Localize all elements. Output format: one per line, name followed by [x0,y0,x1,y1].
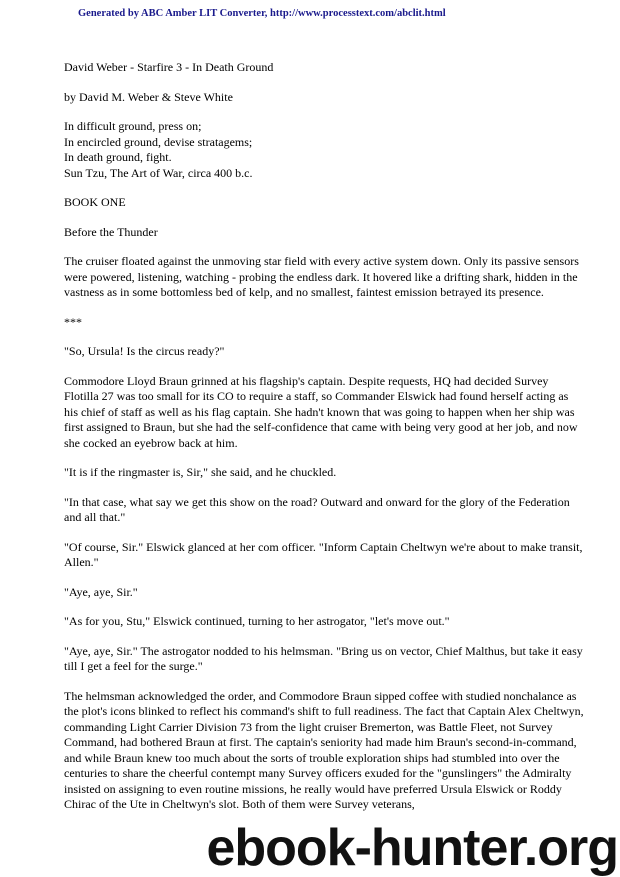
epigraph-line: In encircled ground, devise stratagems; [64,134,253,149]
paragraph: "So, Ursula! Is the circus ready?" [64,344,225,358]
epigraph [64,119,584,181]
book-heading: BOOK ONE [64,195,126,209]
paragraph: "It is if the ringmaster is, Sir," she said, and he chuckled. [64,465,337,479]
paragraph: Commodore Lloyd Braun grinned at his flagship's captain. Despite requests, HQ had decided Survey Flotilla 27 was too small for its CO to require a staff, so Commander Elswick had found herself acting as his chief of staff as well as his flag captain. She hadn't known that was going to happen when her ship was first assigned to Braun, but she had the self-confidence that came with being very good at her job, and now she cocked an eyebrow back at him. [64,373,578,450]
scene-break: *** [64,314,82,329]
watermark [0,820,620,877]
part-heading: Before the Thunder [64,224,158,239]
paragraph: The cruiser floated against the unmoving star field with every active system down. Only its passive sensors were powered, listening, watching - probing the endless dark. It hovered like a drifting shark, hidden in the vastness as in some bottomless bed of kelp, and no smallest, faintest emission betrayed its presence. [64,254,579,299]
paragraph: "Aye, aye, Sir." The astrogator nodded to his helmsman. "Bring us on vector, Chief Malthus, but take it easy till I get a feel for the surge." [64,643,583,673]
paragraph: The helmsman acknowledged the order, and Commodore Braun sipped coffee with studied nonchalance as the plot's icons blinked to reflect his command's shift to full readiness. The fact that Captain Alex Cheltwyn, commanding Light Carrier Division 73 from the light cruiser Bremerton, was Battle Fleet, not Survey Command, had bothered Braun at first. The captain's seniority had made him Braun's second-in-command, and while Braun knew too much about the sorts of trouble exploration ships had stumbled into over the centuries to share the cheerful contempt many Survey officers exuded for the "gunslingers" the Admiralty insisted on assigning to even routine missions, he really would have preferred Ursula Elswick or Roddy Chirac of the Ute in Cheltwyn's slot. Both of them were Survey veterans, [64,688,584,811]
paragraph: "Of course, Sir." Elswick glanced at her com officer. "Inform Captain Cheltwyn we're about to make transit, Allen." [64,539,583,569]
epigraph-line: In death ground, fight. [64,150,172,164]
paragraph: "As for you, Stu," Elswick continued, turning to her astrogator, "let's move out." [64,614,450,628]
epigraph-line: In difficult ground, press on; [64,119,202,133]
epigraph-attribution: Sun Tzu, The Art of War, circa 400 b.c. [64,165,253,180]
document-title: David Weber - Starfire 3 - In Death Ground [64,60,274,74]
paragraph: "In that case, what say we get this show on the road? Outward and onward for the glory of the Federation and all that." [64,494,570,524]
watermark-text: ebook-hunter.org [206,820,618,877]
paragraph: "Aye, aye, Sir." [64,584,138,599]
document-body [64,60,584,813]
byline: by David M. Weber & Steve White [64,89,233,104]
converter-link[interactable]: Generated by ABC Amber LIT Converter, http://www.processtext.com/abclit.html [78,8,446,19]
